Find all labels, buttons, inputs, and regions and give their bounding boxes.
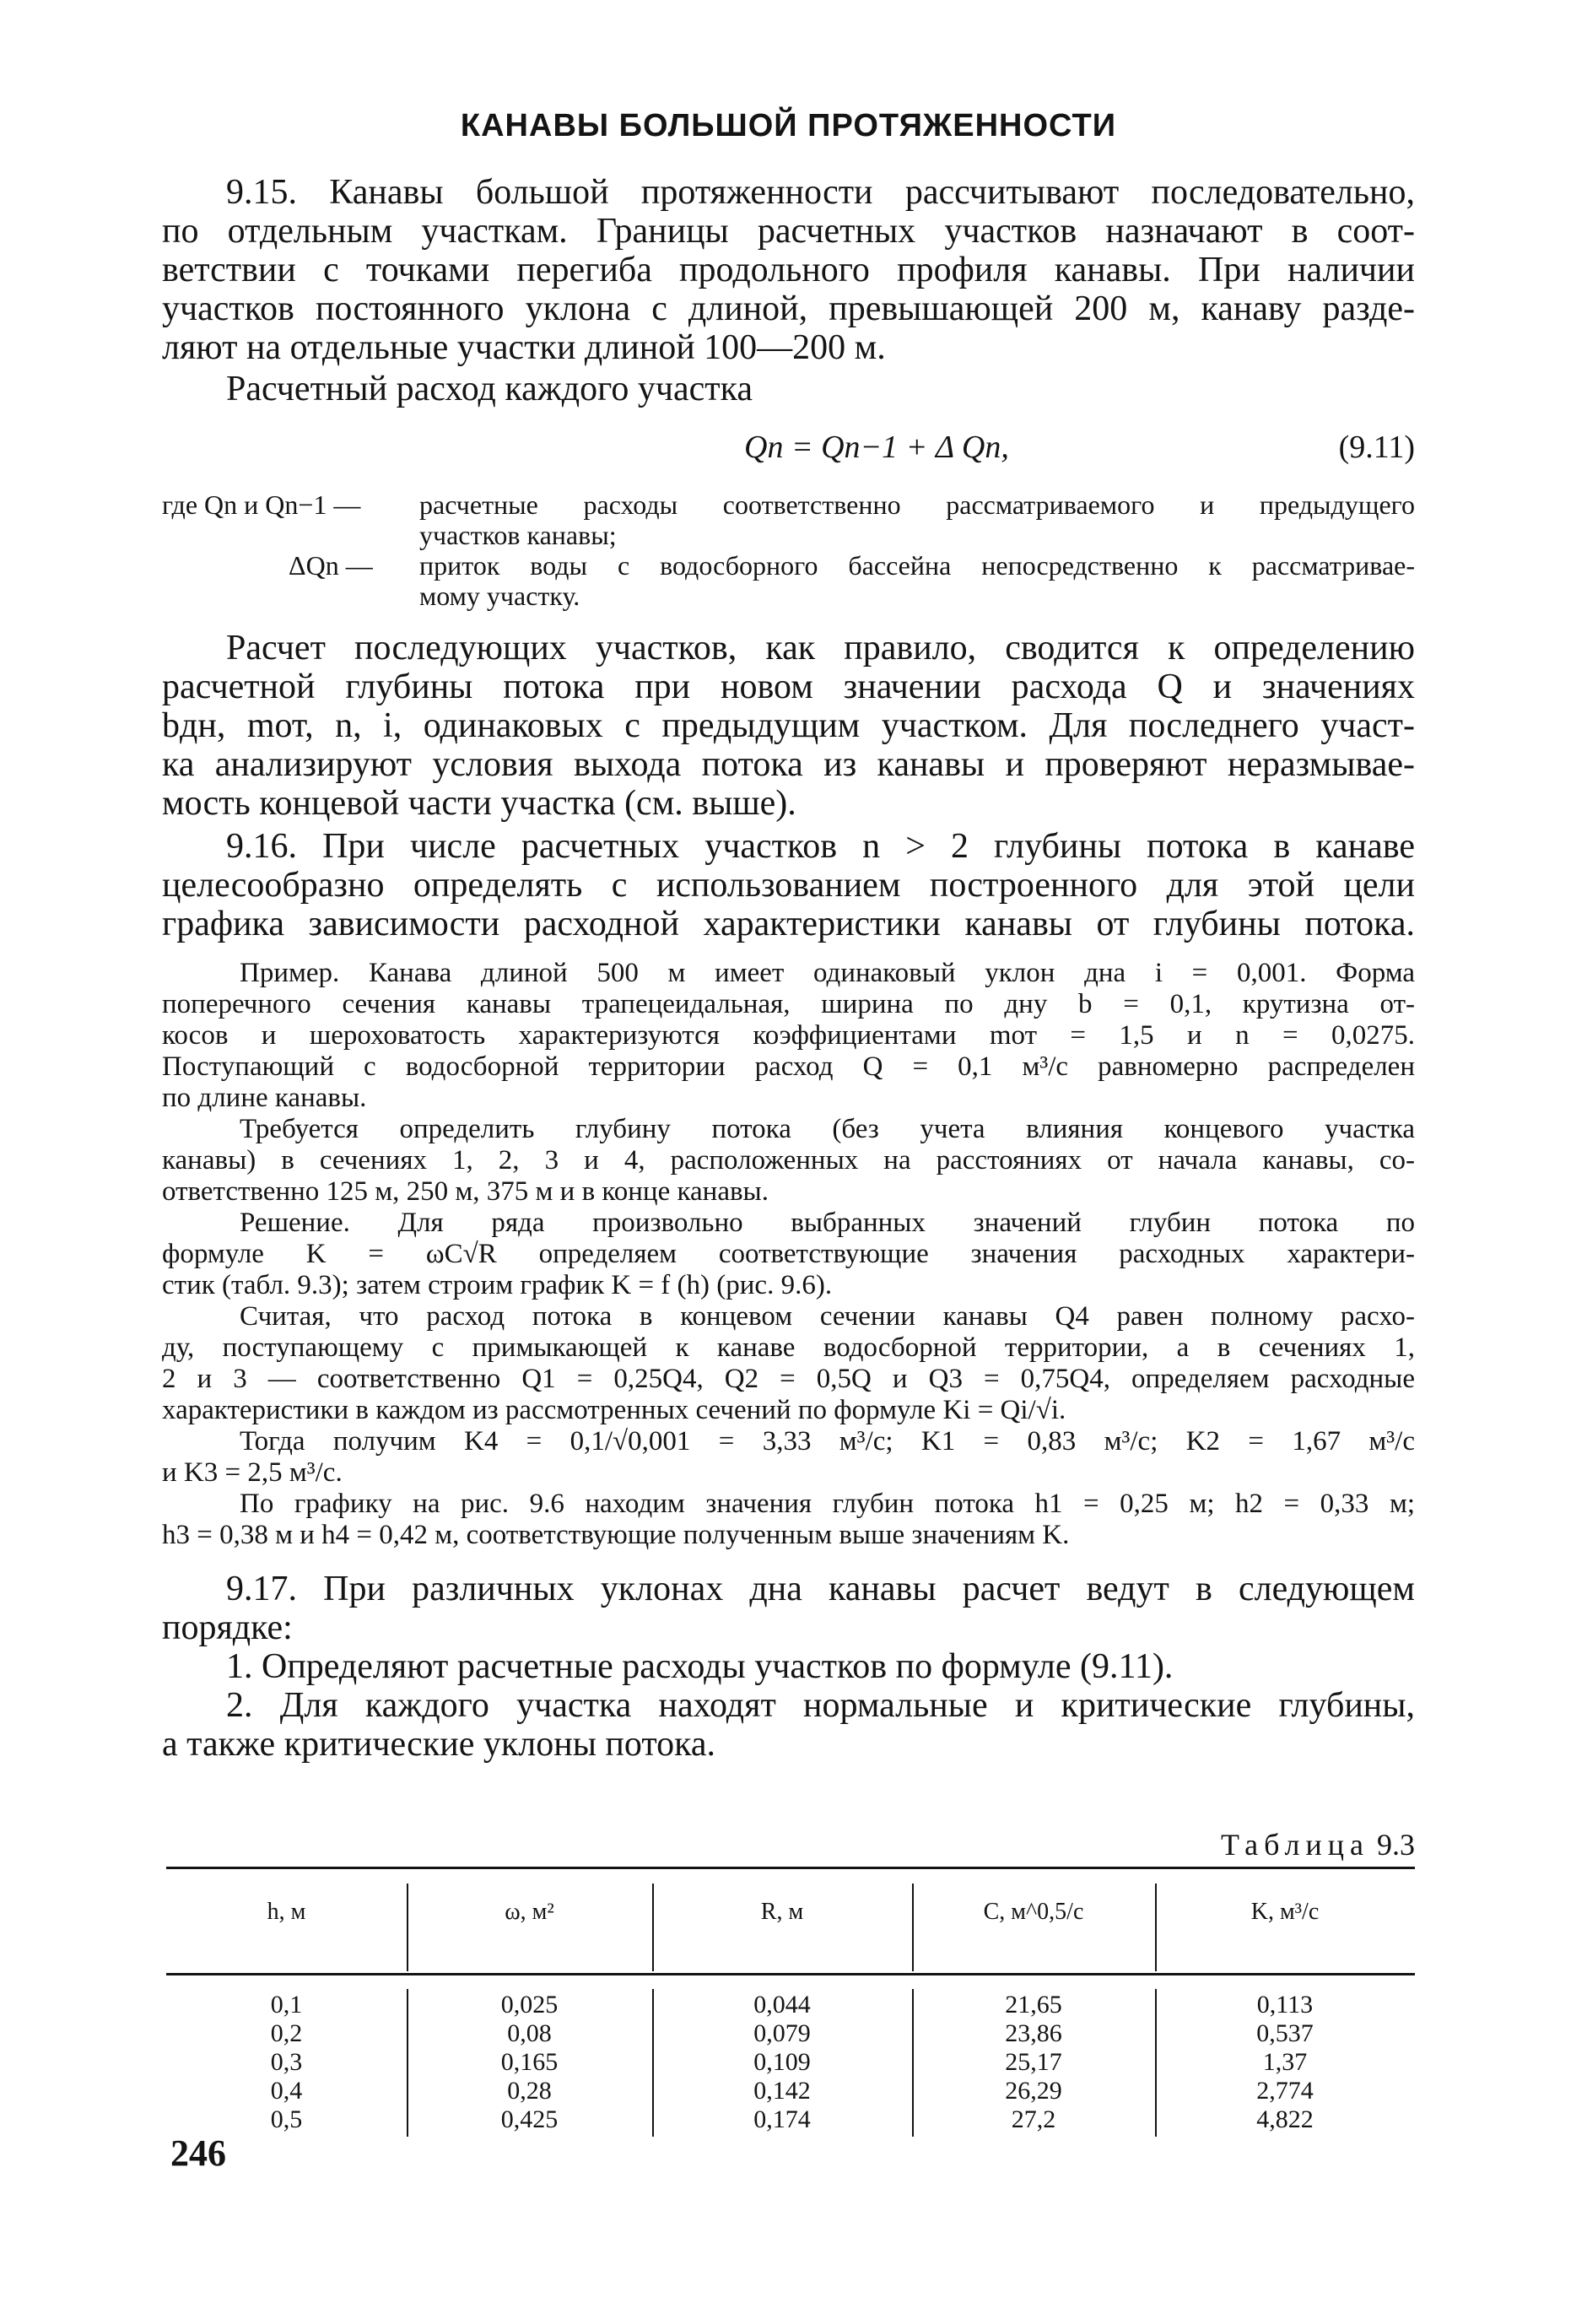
text-line: 9.17. При различных уклонах дна канавы расчет ведут в следующем	[226, 1570, 1415, 1608]
text-line: формуле K = ωC√R определяем соответствующие значения расходных характери-	[162, 1239, 1415, 1269]
table-header-rule	[166, 1973, 1415, 1975]
table-cell: 0,537	[1256, 2019, 1314, 2047]
text-line: 9.16. При числе расчетных участков n > 2 глубины потока в канаве	[226, 827, 1415, 866]
table-cell: 0,025	[500, 1991, 559, 2019]
table-cell: 2,774	[1256, 2077, 1314, 2105]
table-cell: 21,65	[1005, 1991, 1062, 2019]
text-line: Тогда получим K4 = 0,1/√0,001 = 3,33 м³/с; K1 = 0,83 м³/с; K2 = 1,67 м³/с	[240, 1426, 1415, 1457]
header-omega: ω, м²	[505, 1899, 554, 1925]
section-heading: КАНАВЫ БОЛЬШОЙ ПРОТЯЖЕННОСТИ	[460, 108, 1117, 143]
text-line: и K3 = 2,5 м³/с.	[162, 1457, 343, 1488]
text-line: а также критические уклоны потока.	[162, 1725, 716, 1764]
page-number: 246	[170, 2132, 226, 2174]
legend-definition: расчетные расходы соответственно рассматриваемого и предыдущего	[419, 489, 1415, 520]
text-line: расчетной глубины потока при новом значении расхода Q и значениях	[162, 667, 1415, 706]
table-cell: 0,174	[753, 2105, 811, 2133]
text-line: ду, поступающему с примыкающей к канаве водосборной территории, а в сечениях 1,	[162, 1332, 1415, 1363]
list-item: 2. Для каждого участка находят нормальные и критические глубины,	[226, 1686, 1415, 1725]
table-cell: 0,165	[500, 2048, 559, 2076]
table-caption-word: Таблица	[1221, 1828, 1369, 1862]
table-caption	[1221, 1827, 1415, 1862]
text-line: 9.15. Канавы большой протяженности рассчитывают последовательно,	[226, 173, 1415, 212]
table-cell: 0,4	[270, 2077, 303, 2105]
text-line: по длине канавы.	[162, 1083, 367, 1113]
text-line: поперечного сечения канавы трапецеидальная, ширина по дну b = 0,1, крутизна от-	[162, 989, 1415, 1019]
text-line: Поступающий с водосборной территории расход Q = 0,1 м³/с равномерно распределен	[162, 1051, 1415, 1082]
paragraph-9-17	[162, 1570, 1415, 1764]
table-cell: 26,29	[1005, 2077, 1062, 2105]
header-h: h, м	[267, 1899, 306, 1925]
text-line: по отдельным участкам. Границы расчетных участков назначают в соот-	[162, 212, 1415, 251]
table-top-rule	[166, 1867, 1415, 1869]
text-line: ка анализируют условия выхода потока из канавы и проверяют неразмывае-	[162, 745, 1415, 784]
legend-term: ΔQn —	[289, 550, 373, 581]
text-line: порядке:	[162, 1608, 293, 1647]
text-line: 2 и 3 — соответственно Q1 = 0,25Q4, Q2 = 0,5Q и Q3 = 0,75Q4, определяем расходные	[162, 1364, 1415, 1394]
header-r: R, м	[760, 1899, 804, 1925]
table-cell: 0,5	[270, 2105, 303, 2133]
table-cell: 0,044	[753, 1991, 811, 2019]
text-line: Считая, что расход потока в концевом сечении канавы Q4 равен полному расхо-	[240, 1301, 1415, 1332]
legend-definition: участков канавы;	[419, 520, 617, 550]
legend-definition: приток воды с водосборного бассейна непосредственно к рассматривае-	[419, 550, 1415, 581]
legend-definition: мому участку.	[419, 581, 580, 611]
table-cell: 0,079	[753, 2019, 811, 2047]
text-line: канавы) в сечениях 1, 2, 3 и 4, расположенных на расстояниях от начала канавы, со-	[162, 1145, 1415, 1176]
table-cell: 0,142	[753, 2077, 811, 2105]
paragraph-calculation	[162, 629, 1415, 823]
table-cell: 4,822	[1256, 2105, 1314, 2133]
text-line: Расчет последующих участков, как правило, сводится к определению	[226, 629, 1415, 667]
table-cell: 27,2	[1011, 2105, 1056, 2133]
table-cell: 0,109	[753, 2048, 811, 2076]
text-line: графика зависимости расходной характеристики канавы от глубины потока.	[162, 905, 1415, 943]
table-cell: 0,1	[270, 1991, 303, 2019]
table-cell: 0,2	[270, 2019, 303, 2047]
text-line: стик (табл. 9.3); затем строим график K = f (h) (рис. 9.6).	[162, 1270, 833, 1300]
table-cell: 1,37	[1262, 2048, 1308, 2076]
text-line: bдн, mот, n, i, одинаковых с предыдущим участком. Для последнего участ-	[162, 706, 1415, 745]
text-line: Расчетный расход каждого участка	[226, 370, 753, 408]
text-line: мость концевой части участка (см. выше).	[162, 784, 796, 823]
formula-number: (9.11)	[1338, 430, 1415, 465]
table-cell: 23,86	[1005, 2019, 1062, 2047]
table-cell: 0,3	[270, 2048, 303, 2076]
formula-legend	[162, 489, 1415, 611]
table-cell: 0,08	[507, 2019, 552, 2047]
table-caption-number: 9.3	[1377, 1828, 1415, 1862]
text-line: По графику на рис. 9.6 находим значения глубин потока h1 = 0,25 м; h2 = 0,33 м;	[240, 1489, 1415, 1519]
header-k: K, м³/с	[1250, 1899, 1320, 1925]
text-line: ветствии с точками перегиба продольного профиля канавы. При наличии	[162, 251, 1415, 289]
paragraph-9-15	[162, 173, 1415, 408]
text-line: характеристики в каждом из рассмотренных сечений по формуле Ki = Qi/√i.	[162, 1395, 1066, 1425]
table-cell: 0,28	[507, 2077, 552, 2105]
text-line: целесообразно определять с использованием построенного для этой цели	[162, 866, 1415, 905]
text-line: участков постоянного уклона с длиной, превышающей 200 м, канаву разде-	[162, 289, 1415, 328]
table-cell: 25,17	[1005, 2048, 1062, 2076]
header-c: C, м^0,5/с	[983, 1899, 1084, 1925]
paragraph-9-16	[162, 827, 1415, 943]
list-item: 1. Определяют расчетные расходы участков по формуле (9.11).	[226, 1647, 1174, 1686]
example-block	[162, 958, 1415, 1551]
table-cell: 0,113	[1256, 1991, 1314, 2019]
formula-9-11	[162, 429, 1415, 468]
text-line: Решение. Для ряда произвольно выбранных значений глубин потока по	[240, 1208, 1415, 1238]
text-line: ляют на отдельные участки длиной 100—200 м.	[162, 328, 886, 367]
formula-expression: Qn = Qn−1 + Δ Qn,	[744, 430, 1009, 465]
text-line: Пример. Канава длиной 500 м имеет одинаковый уклон дна i = 0,001. Форма	[240, 958, 1415, 988]
text-line: Требуется определить глубину потока (без учета влияния концевого участка	[240, 1114, 1415, 1144]
text-line: h3 = 0,38 м и h4 = 0,42 м, соответствующие полученным выше значениям K.	[162, 1520, 1070, 1550]
text-line: ответственно 125 м, 250 м, 375 м и в конце канавы.	[162, 1176, 769, 1207]
text-line: косов и шероховатость характеризуются коэффициентами mот = 1,5 и n = 0,0275.	[162, 1020, 1415, 1051]
legend-term: где Qn и Qn−1 —	[162, 489, 361, 520]
table-cell: 0,425	[500, 2105, 559, 2133]
